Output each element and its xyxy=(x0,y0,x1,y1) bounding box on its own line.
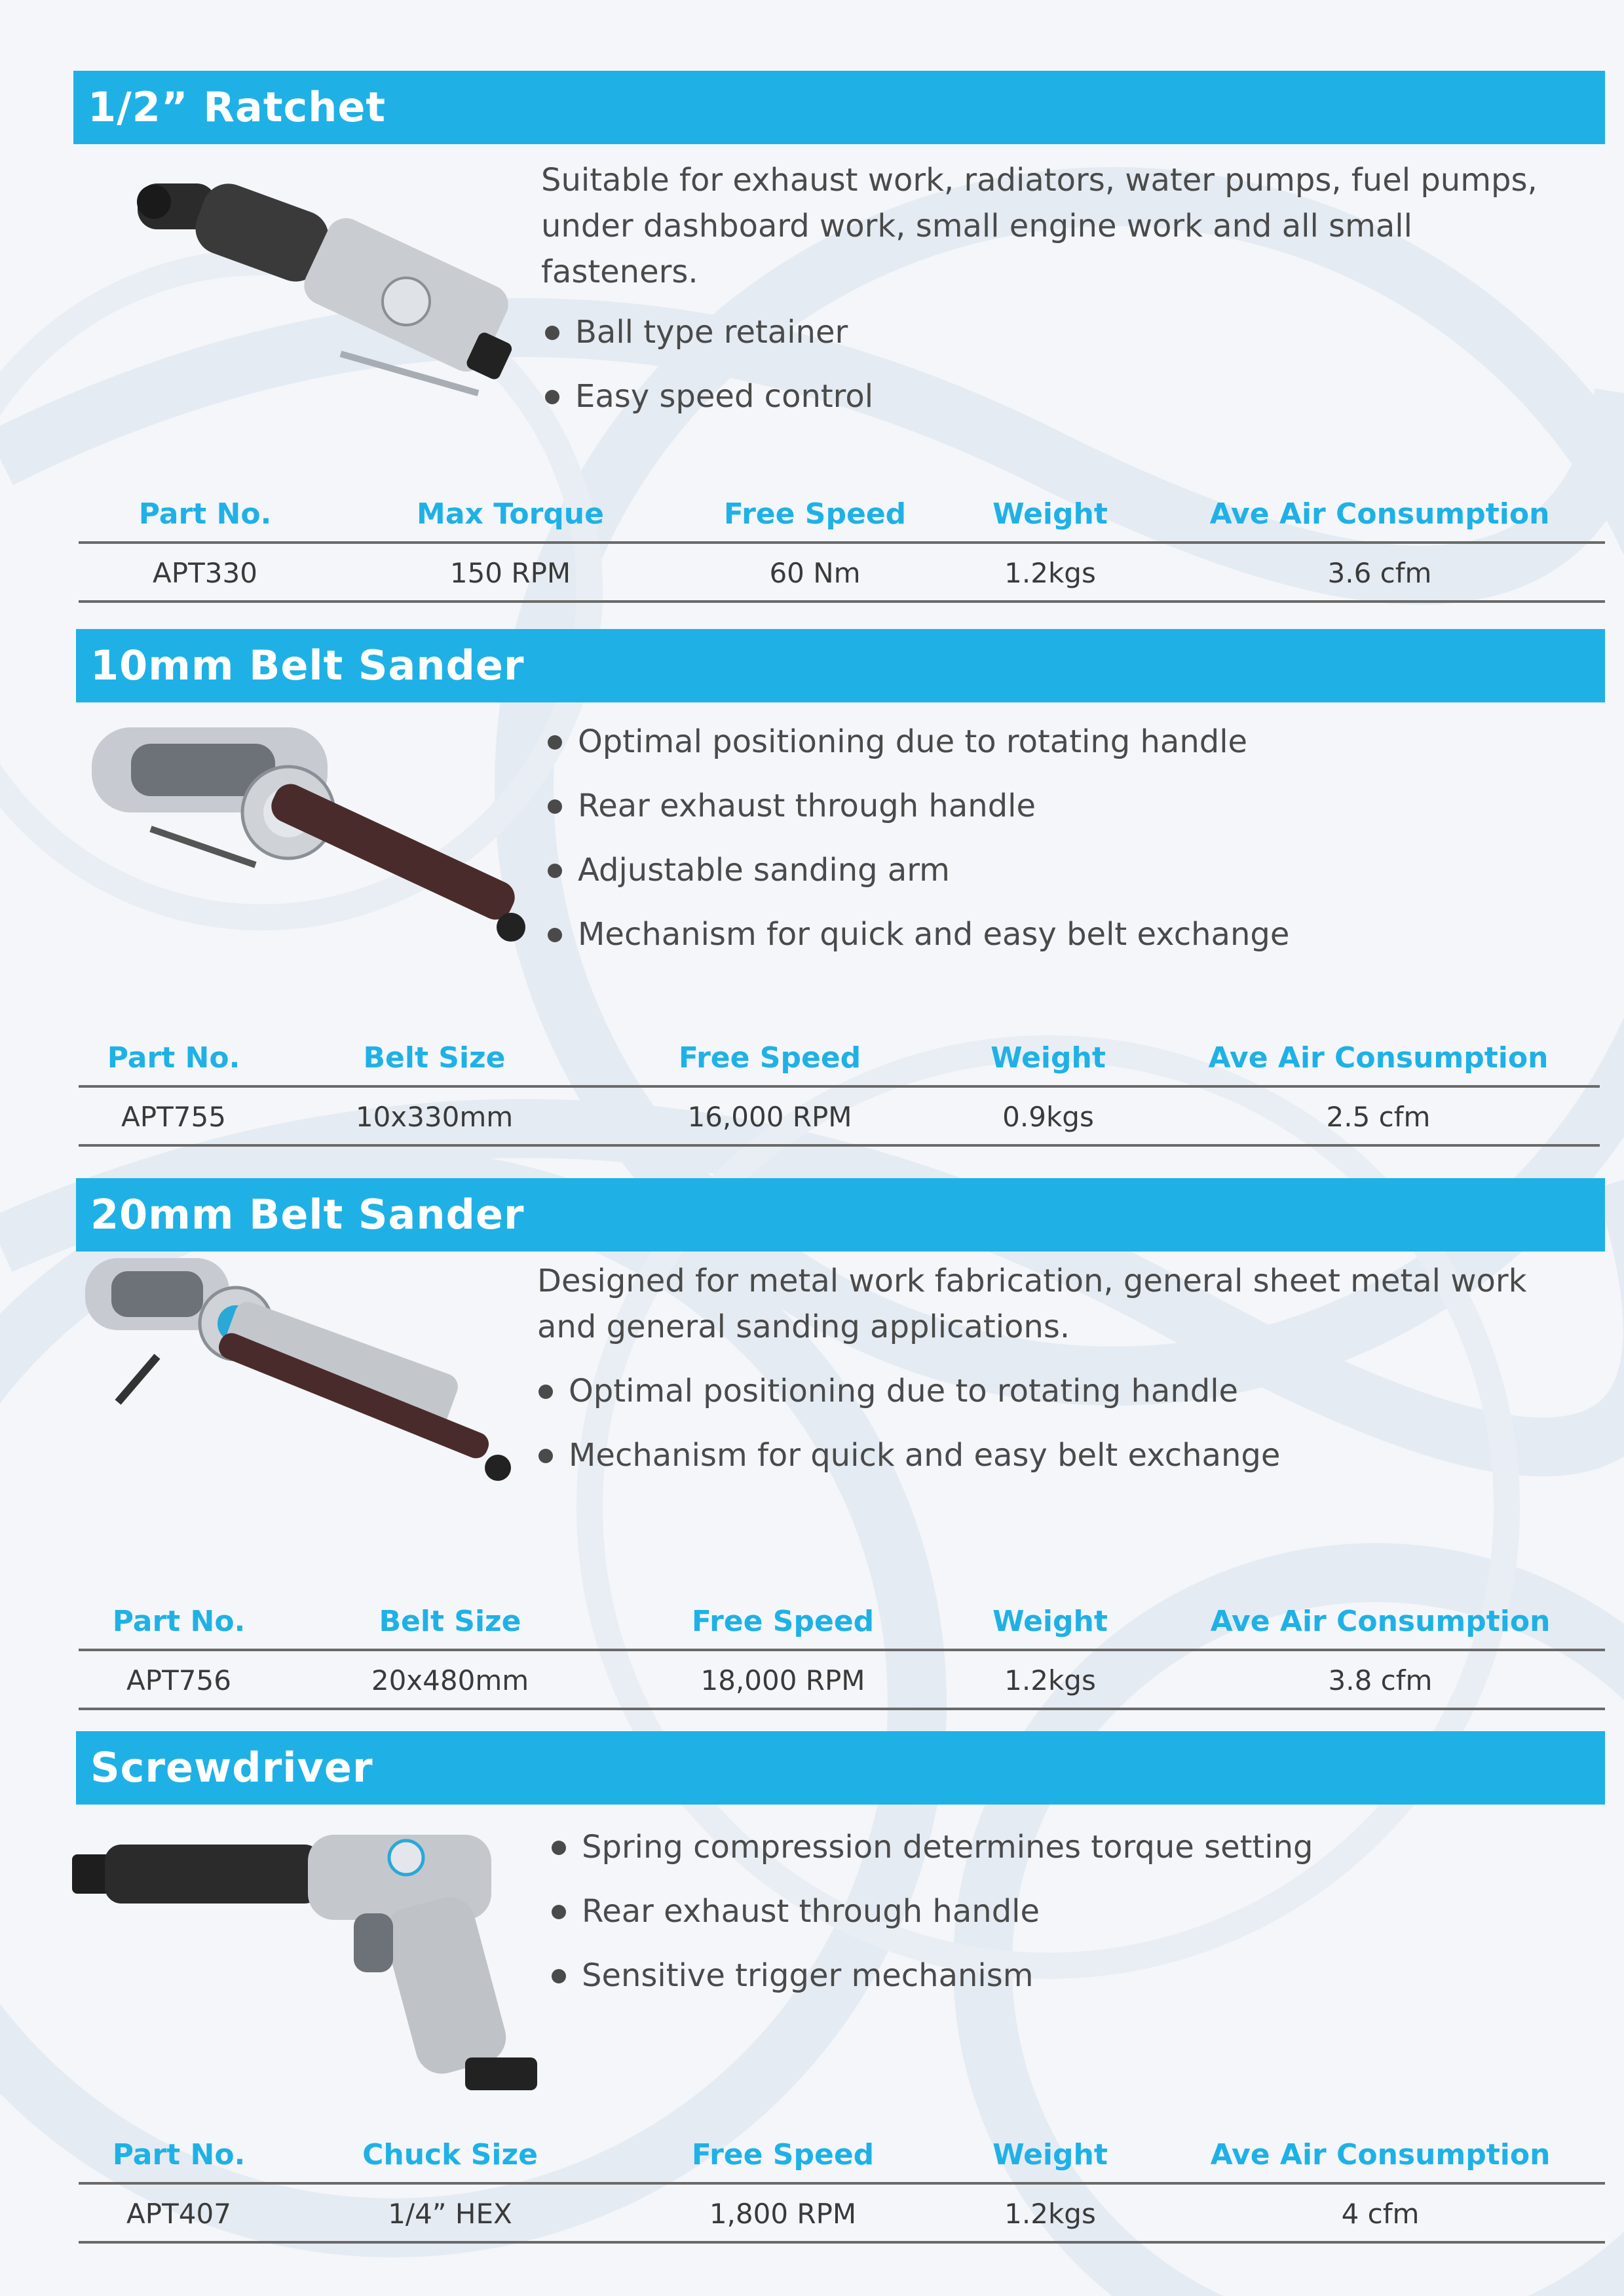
spec-header-cell: Free Speed xyxy=(723,497,907,531)
feature-item: Adjustable sanding arm xyxy=(544,838,1289,902)
spec-value-cell: 3.6 cfm xyxy=(1327,557,1432,589)
feature-list xyxy=(541,300,873,429)
spec-header-row xyxy=(79,2126,1605,2185)
spec-value-cell: 3.8 cfm xyxy=(1328,1664,1433,1696)
spec-header-cell: Weight xyxy=(992,2138,1108,2172)
feature-item: Optimal positioning due to rotating handle xyxy=(535,1359,1280,1423)
spec-value-cell: 0.9kgs xyxy=(1002,1101,1094,1133)
table-divider xyxy=(79,2241,1605,2244)
feature-item: Easy speed control xyxy=(541,364,873,429)
spec-table xyxy=(79,1029,1600,1147)
spec-value-row xyxy=(79,544,1605,603)
spec-value-cell: 4 cfm xyxy=(1341,2198,1420,2230)
spec-header-cell: Free Speed xyxy=(678,1041,861,1075)
spec-header-cell: Ave Air Consumption xyxy=(1210,1605,1551,1638)
description-line: Designed for metal work fabrication, general sheet metal work xyxy=(537,1263,1527,1299)
bullet-icon xyxy=(545,390,559,404)
product-description xyxy=(541,157,1589,295)
spec-value-cell: 1.2kgs xyxy=(1004,1664,1096,1696)
spec-value-cell: 20x480mm xyxy=(371,1664,529,1696)
spec-value-row xyxy=(79,2185,1605,2244)
spec-value-cell: 60 Nm xyxy=(769,557,861,589)
spec-header-row xyxy=(79,1592,1605,1651)
spec-value-cell: APT756 xyxy=(126,1664,231,1696)
section-title: 1/2” Ratchet xyxy=(73,71,1605,144)
spec-header-row xyxy=(79,485,1605,544)
spec-value-cell: 1,800 RPM xyxy=(709,2198,857,2230)
spec-value-cell: APT407 xyxy=(126,2198,231,2230)
spec-value-cell: 150 RPM xyxy=(449,557,571,589)
spec-header-cell: Part No. xyxy=(112,2138,246,2172)
belt-sander-icon xyxy=(79,714,537,963)
spec-header-row xyxy=(79,1029,1600,1088)
bullet-icon xyxy=(545,326,559,340)
feature-item: Rear exhaust through handle xyxy=(544,774,1289,838)
spec-header-cell: Part No. xyxy=(107,1041,240,1075)
bullet-icon xyxy=(538,1385,553,1399)
feature-item: Rear exhaust through handle xyxy=(548,1879,1313,1943)
bullet-icon xyxy=(552,1969,566,1983)
section-title: Screwdriver xyxy=(76,1731,1605,1805)
table-divider xyxy=(79,1144,1600,1147)
air-ratchet-icon xyxy=(92,157,518,413)
feature-item: Ball type retainer xyxy=(541,300,873,364)
spec-value-cell: 1/4” HEX xyxy=(388,2198,512,2230)
feature-item: Sensitive trigger mechanism xyxy=(548,1943,1313,2008)
spec-header-cell: Chuck Size xyxy=(362,2138,538,2172)
bullet-icon xyxy=(538,1449,553,1463)
bullet-icon xyxy=(548,928,562,942)
bullet-icon xyxy=(552,1841,566,1855)
spec-table xyxy=(79,2126,1605,2244)
spec-header-cell: Weight xyxy=(991,1041,1106,1075)
spec-header-cell: Ave Air Consumption xyxy=(1210,2138,1551,2172)
spec-header-cell: Belt Size xyxy=(379,1605,521,1638)
belt-sander-icon xyxy=(79,1252,524,1501)
bullet-icon xyxy=(552,1905,566,1919)
feature-item: Spring compression determines torque setting xyxy=(548,1815,1313,1879)
spec-header-cell: Weight xyxy=(992,1605,1108,1638)
description-line: fasteners. xyxy=(541,254,698,290)
spec-value-cell: 1.2kgs xyxy=(1004,557,1096,589)
spec-header-cell: Free Speed xyxy=(691,2138,875,2172)
pistol-screwdriver-icon xyxy=(72,1822,570,2097)
spec-header-cell: Belt Size xyxy=(363,1041,506,1075)
spec-value-cell: APT755 xyxy=(121,1101,226,1133)
spec-header-cell: Free Speed xyxy=(691,1605,875,1638)
spec-value-cell: 1.2kgs xyxy=(1004,2198,1096,2230)
section-title: 10mm Belt Sander xyxy=(76,629,1605,702)
spec-value-cell: 2.5 cfm xyxy=(1326,1101,1431,1133)
feature-list xyxy=(535,1359,1280,1487)
feature-list xyxy=(548,1815,1313,2008)
feature-item: Mechanism for quick and easy belt exchange xyxy=(535,1423,1280,1487)
bullet-icon xyxy=(548,735,562,750)
spec-value-cell: 16,000 RPM xyxy=(687,1101,852,1133)
description-line: under dashboard work, small engine work and all small xyxy=(541,208,1412,244)
spec-header-cell: Max Torque xyxy=(417,497,604,531)
section-title: 20mm Belt Sander xyxy=(76,1178,1605,1252)
bullet-icon xyxy=(548,864,562,878)
spec-table xyxy=(79,485,1605,603)
spec-header-cell: Ave Air Consumption xyxy=(1209,497,1550,531)
spec-header-cell: Ave Air Consumption xyxy=(1208,1041,1549,1075)
bullet-icon xyxy=(548,799,562,814)
spec-header-cell: Weight xyxy=(992,497,1108,531)
spec-value-row xyxy=(79,1088,1600,1147)
spec-table xyxy=(79,1592,1605,1710)
product-description xyxy=(537,1258,1585,1350)
feature-item: Mechanism for quick and easy belt exchange xyxy=(544,902,1289,966)
spec-value-cell: 10x330mm xyxy=(355,1101,514,1133)
spec-value-cell: 18,000 RPM xyxy=(700,1664,865,1696)
feature-item: Optimal positioning due to rotating handle xyxy=(544,710,1289,774)
description-line: Suitable for exhaust work, radiators, water pumps, fuel pumps, xyxy=(541,162,1538,199)
table-divider xyxy=(79,600,1605,603)
spec-value-cell: APT330 xyxy=(153,557,257,589)
spec-header-cell: Part No. xyxy=(112,1605,246,1638)
description-line: and general sanding applications. xyxy=(537,1309,1070,1345)
feature-list xyxy=(544,710,1289,966)
table-divider xyxy=(79,1708,1605,1710)
spec-header-cell: Part No. xyxy=(138,497,272,531)
spec-value-row xyxy=(79,1651,1605,1710)
